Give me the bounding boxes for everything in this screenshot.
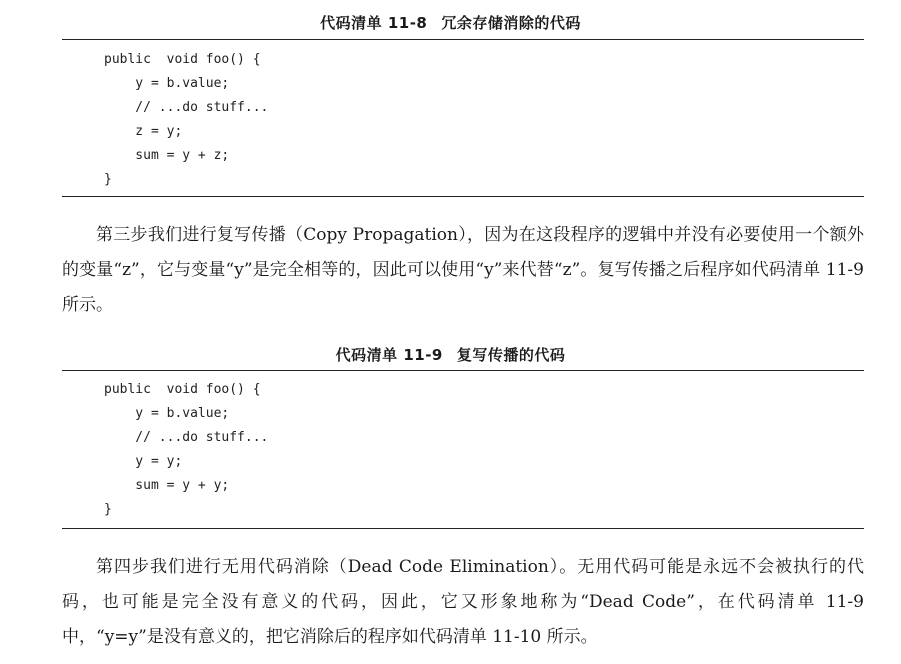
- code-line: }: [104, 502, 112, 517]
- listing-top-rule: [62, 39, 864, 40]
- code-line: public void foo() {: [104, 52, 261, 67]
- body-paragraph-dead-code-elimination: 第四步我们进行无用代码消除（Dead Code Elimination）。无用代码可能是永远不会被执行的代码，也可能是完全没有意义的代码，因此，它又形象地称为“Dead Code”，在代码清单 11-9 中，“y=y”是没有意义的，把它消除后的程序如代码清单 11-10 所示。: [62, 557, 864, 647]
- listing-title: 冗余存储消除的代码: [441, 14, 581, 32]
- code-line: sum = y + y;: [104, 478, 230, 493]
- code-line: // ...do stuff...: [104, 430, 269, 445]
- listing-caption-11-9: [0, 344, 901, 365]
- listing-title: 复写传播的代码: [456, 346, 566, 364]
- code-line: // ...do stuff...: [104, 100, 269, 115]
- code-line: y = b.value;: [104, 406, 230, 421]
- code-line: sum = y + z;: [104, 148, 230, 163]
- listing-label: 代码清单 11-8: [320, 14, 428, 32]
- code-line: z = y;: [104, 124, 183, 139]
- code-line: public void foo() {: [104, 382, 261, 397]
- code-block-11-8: [104, 48, 268, 192]
- body-paragraph-copy-propagation: 第三步我们进行复写传播（Copy Propagation），因为在这段程序的逻辑中并没有必要使用一个额外的变量“z”，它与变量“y”是完全相等的，因此可以使用“y”来代替“z”。复写传播之后程序如代码清单 11-9 所示。: [62, 225, 864, 315]
- code-block-11-9: [104, 378, 268, 522]
- listing-label: 代码清单 11-9: [335, 346, 443, 364]
- listing-top-rule: [62, 370, 864, 371]
- code-line: }: [104, 172, 112, 187]
- code-line: y = b.value;: [104, 76, 230, 91]
- listing-bottom-rule: [62, 196, 864, 197]
- listing-caption-11-8: [0, 12, 901, 33]
- code-line: y = y;: [104, 454, 183, 469]
- listing-bottom-rule: [62, 528, 864, 529]
